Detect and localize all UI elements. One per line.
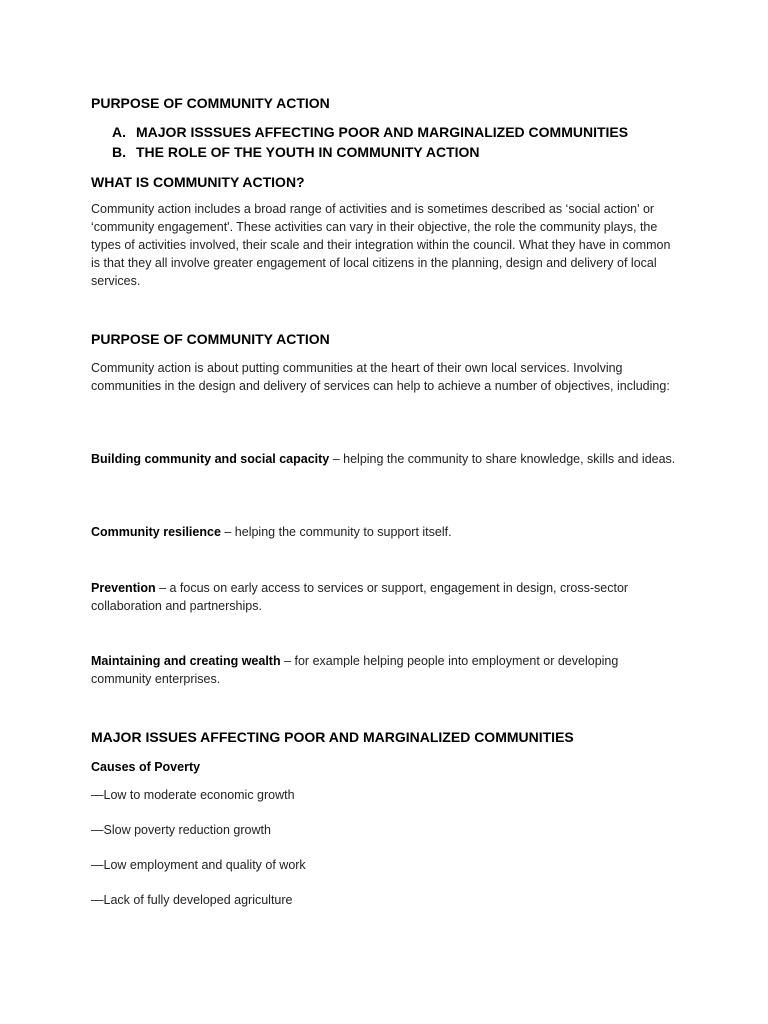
outline-list (112, 122, 628, 162)
objective-term: Building community and social capacity (91, 452, 330, 466)
outline-marker: B. (112, 144, 126, 160)
objective-desc: – for example helping people into employment or developing community enterprises. (91, 654, 619, 686)
objective-item (91, 450, 681, 468)
objective-item (91, 652, 681, 688)
objective-item (91, 579, 681, 615)
objective-term: Prevention (91, 581, 156, 595)
cause-item: —Slow poverty reduction growth (91, 823, 271, 837)
outline-marker: A. (112, 124, 126, 140)
cause-item: —Lack of fully developed agriculture (91, 893, 293, 907)
outline-item (112, 142, 628, 162)
objective-item (91, 523, 681, 541)
cause-item: —Low to moderate economic growth (91, 788, 295, 802)
purpose-paragraph: Community action is about putting communities at the heart of their own local services. Involving communities in the design and delivery of services can help to achieve a number of objectives, including: (91, 361, 670, 393)
subheading-causes: Causes of Poverty (91, 760, 201, 774)
objective-desc: – helping the community to share knowledge, skills and ideas. (329, 452, 676, 466)
section-heading-issues: MAJOR ISSUES AFFECTING POOR AND MARGINALIZED COMMUNITIES (91, 729, 574, 745)
objective-desc: – helping the community to support itself. (220, 525, 452, 539)
outline-text: MAJOR ISSSUES AFFECTING POOR AND MARGINALIZED COMMUNITIES (136, 124, 629, 140)
section-heading-purpose: PURPOSE OF COMMUNITY ACTION (91, 331, 330, 347)
page-title: PURPOSE OF COMMUNITY ACTION (91, 95, 330, 111)
section-heading-what: WHAT IS COMMUNITY ACTION? (91, 174, 305, 190)
what-paragraph: Community action includes a broad range of activities and is sometimes described as ‘social action' or ‘community engagement'. These activities can vary in their objective, the role the community plays, the types of activities involved, their scale and their integration within the council. What they have in common is that they all involve greater engagement of local citizens in the planning, design and delivery of local services. (91, 202, 671, 288)
outline-text: THE ROLE OF THE YOUTH IN COMMUNITY ACTION (136, 144, 480, 160)
objective-desc: – a focus on early access to services or support, engagement in design, cross-sector collaboration and partnerships. (91, 581, 629, 613)
outline-item (112, 122, 628, 142)
objective-term: Community resilience (91, 525, 221, 539)
cause-item: —Low employment and quality of work (91, 858, 306, 872)
objective-term: Maintaining and creating wealth (91, 654, 281, 668)
